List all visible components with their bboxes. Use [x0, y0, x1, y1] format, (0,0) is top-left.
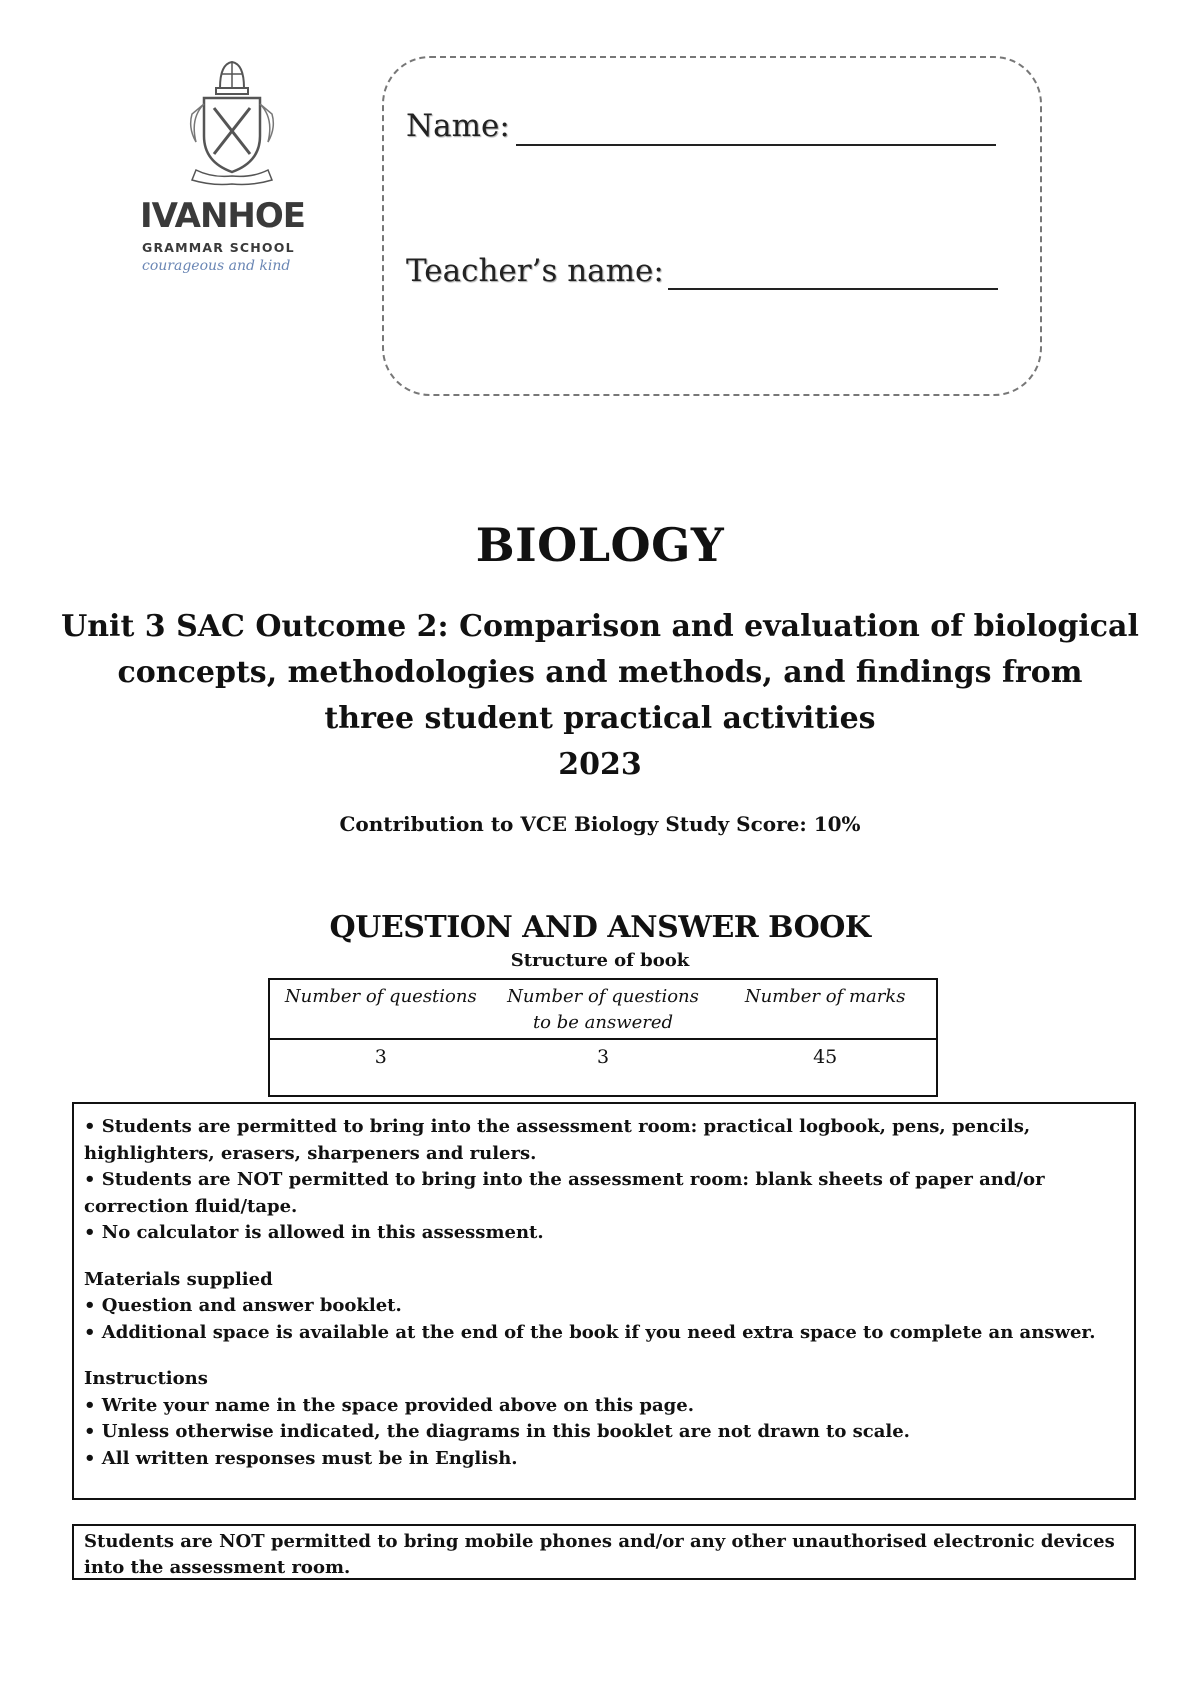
- school-tagline: courageous and kind: [142, 258, 291, 274]
- cell-number-of-marks: 45: [813, 1046, 838, 1068]
- electronic-devices-notice: Students are NOT permitted to bring mobile phones and/or any other unauthorised electronic devices into the assessment room.: [72, 1524, 1136, 1580]
- table-row: [269, 1039, 937, 1096]
- structure-table: [268, 978, 938, 1097]
- rules-box: [72, 1102, 1136, 1500]
- unit-title: [0, 604, 1200, 788]
- instructions-heading: Instructions: [84, 1368, 208, 1389]
- school-name: IVANHOE: [140, 196, 306, 236]
- structure-caption: Structure of book: [510, 950, 690, 971]
- unit-title-line-2: concepts, methodologies and methods, and findings from: [117, 655, 1083, 690]
- header-questions-to-answer: Number of questions to be answered: [492, 979, 715, 1039]
- school-logo: [140, 58, 330, 288]
- book-title: QUESTION AND ANSWER BOOK: [329, 910, 871, 945]
- student-details-box: [382, 56, 1042, 396]
- year: 2023: [558, 747, 642, 782]
- unit-title-line-1: Unit 3 SAC Outcome 2: Comparison and evaluation of biological: [61, 609, 1139, 644]
- unit-title-line-3: three student practical activities: [324, 701, 876, 736]
- table-header-row: [269, 979, 937, 1039]
- cell-number-of-questions: 3: [374, 1046, 387, 1068]
- name-input-line[interactable]: [516, 144, 996, 146]
- instructions-item: • Write your name in the space provided above on this page.: [84, 1394, 694, 1416]
- cell-questions-to-answer: 3: [596, 1046, 610, 1068]
- header-number-of-questions: Number of questions: [269, 979, 492, 1039]
- instructions-item: • All written responses must be in English.: [84, 1447, 518, 1469]
- materials-item: • Additional space is available at the end of the book if you need extra space to complete an answer.: [84, 1321, 1096, 1343]
- school-crest-icon: [182, 58, 282, 186]
- name-label: Name:: [406, 108, 510, 144]
- rule-permitted: • Students are permitted to bring into the assessment room: practical logbook, pens, pencils, highlighters, erasers, sharpeners and rulers.: [84, 1116, 1031, 1164]
- subject-title: BIOLOGY: [475, 518, 725, 572]
- study-score-contribution: Contribution to VCE Biology Study Score: 10%: [339, 812, 861, 836]
- header-number-of-marks: Number of marks: [714, 979, 937, 1039]
- materials-item: • Question and answer booklet.: [84, 1295, 402, 1316]
- materials-heading: Materials supplied: [84, 1268, 273, 1290]
- school-subtitle: GRAMMAR SCHOOL: [142, 240, 295, 255]
- instructions-item: • Unless otherwise indicated, the diagrams in this booklet are not drawn to scale.: [84, 1421, 910, 1442]
- rule-not-permitted: • Students are NOT permitted to bring into the assessment room: blank sheets of paper and/or correction fluid/tape.: [84, 1169, 1045, 1217]
- teacher-name-label: Teacher’s name:: [406, 253, 664, 289]
- teacher-name-input-line[interactable]: [668, 288, 998, 290]
- rule-calculator: • No calculator is allowed in this assessment.: [84, 1222, 544, 1243]
